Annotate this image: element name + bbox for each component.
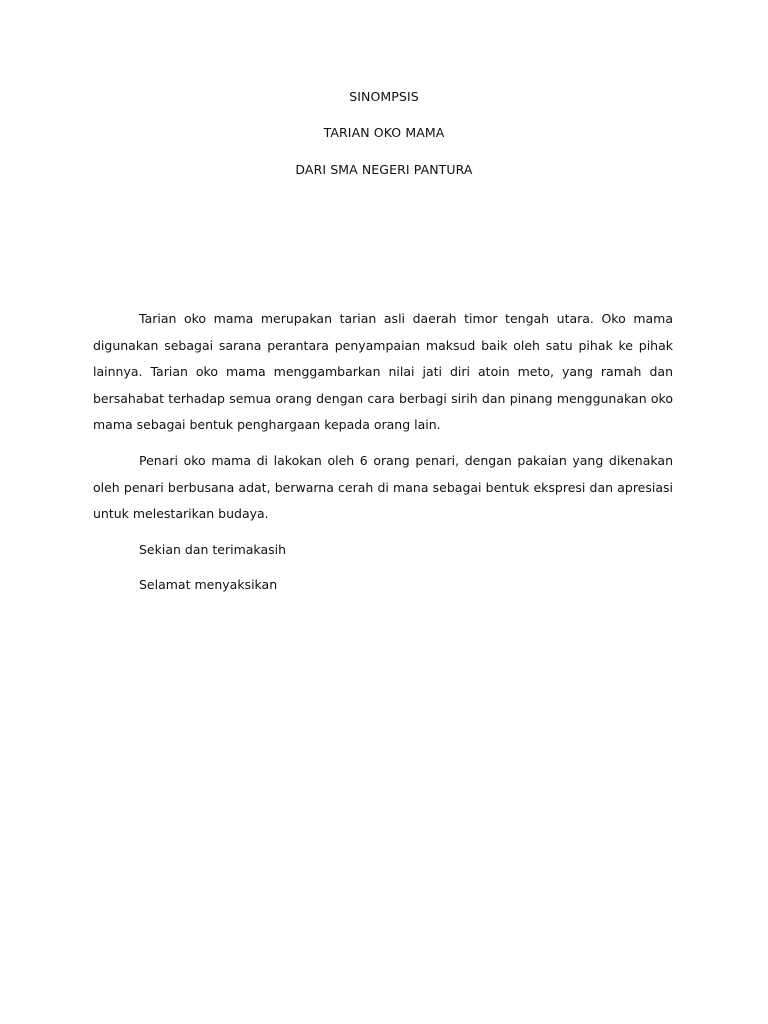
document-body [93,306,673,608]
closing-thanks: Sekian dan terimakasih [139,541,287,557]
document-title: SINOMPSIS [349,89,419,104]
document-origin: DARI SMA NEGERI PANTURA [295,162,473,177]
paragraph-dancers: Penari oko mama di lakokan oleh 6 orang penari, dengan pakaian yang dikenakan oleh penari berbusana adat, berwarna cerah di mana sebagai bentuk ekspresi dan apresiasi untuk melestarikan budaya. [93,452,673,522]
paragraph-intro: Tarian oko mama merupakan tarian asli daerah timor tengah utara. Oko mama digunakan sebagai sarana perantara penyampaian maksud baik oleh satu pihak ke pihak lainnya. Tarian oko mama menggambarkan nilai jati diri atoin meto, yang ramah dan bersahabat terhadap semua orang dengan cara berbagi sirih dan pinang menggunakan oko mama sebagai bentuk penghargaan kepada orang lain. [93,311,673,433]
closing-enjoy: Selamat menyaksikan [139,577,278,593]
document-subtitle: TARIAN OKO MAMA [323,125,445,140]
